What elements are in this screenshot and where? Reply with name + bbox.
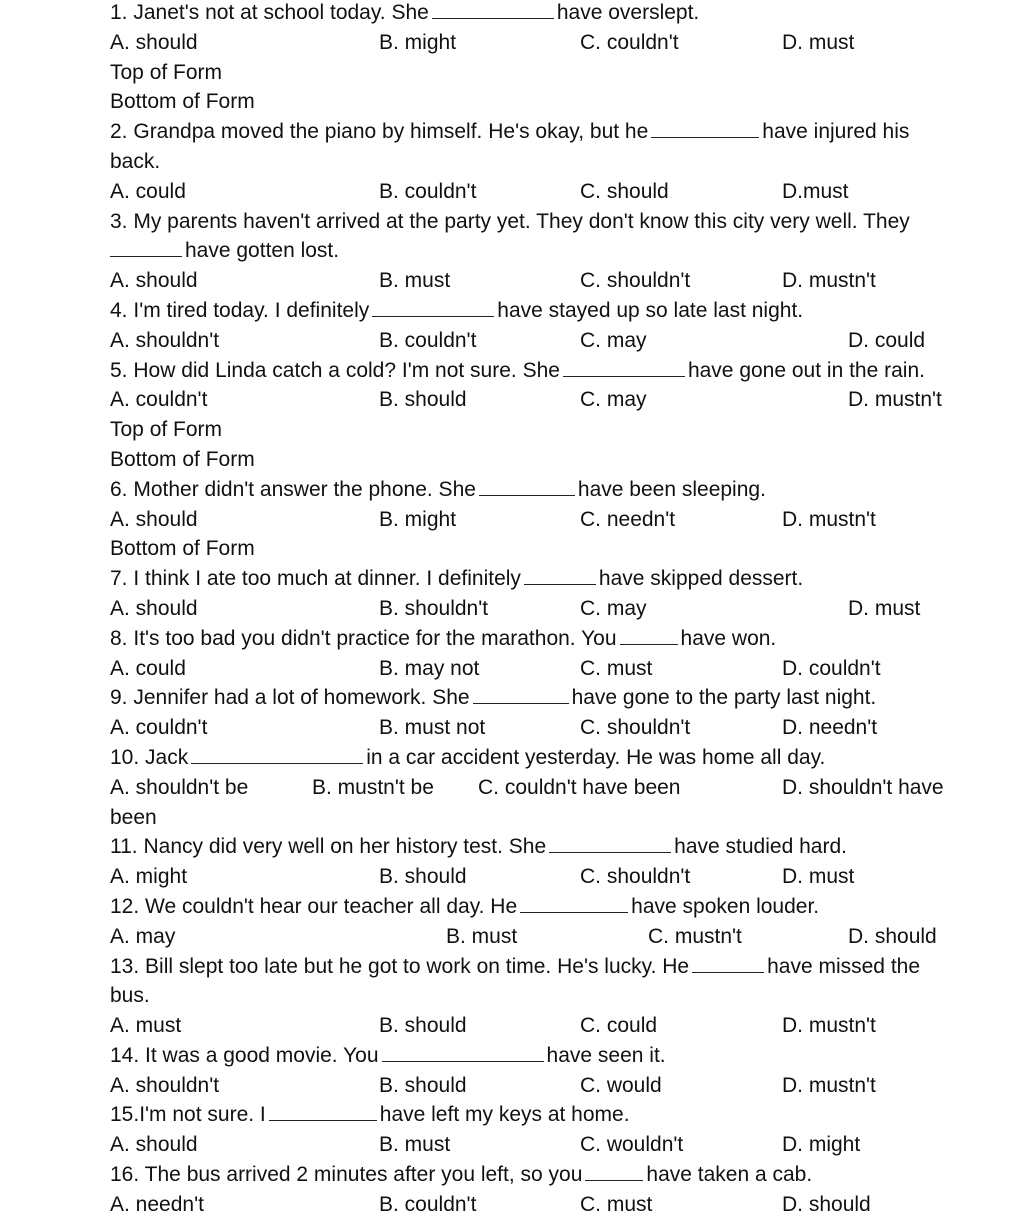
options-12 (110, 922, 1024, 952)
question-tail: have gone out in the rain. (687, 358, 925, 382)
bottom-of-form-marker: Bottom of Form (110, 90, 255, 114)
question-stem: I'm tired today. I definitely (133, 298, 370, 322)
option-b[interactable]: B. may not (379, 656, 480, 680)
option-c[interactable]: C. needn't (580, 507, 676, 531)
option-c[interactable]: C. shouldn't (580, 865, 691, 889)
option-b[interactable]: B. should (379, 388, 467, 412)
option-a[interactable]: A. might (110, 865, 188, 889)
option-b[interactable]: B. should (379, 1014, 467, 1038)
option-b[interactable]: B. couldn't (379, 328, 477, 352)
question-stem: We couldn't hear our teacher all day. He (145, 894, 518, 918)
option-c[interactable]: C. should (580, 179, 669, 203)
option-c[interactable]: C. may (580, 388, 647, 412)
question-5 (110, 356, 1024, 386)
question-stem: Janet's not at school today. She (133, 1, 429, 24)
question-stem: Mother didn't answer the phone. She (133, 477, 476, 501)
question-stem: It was a good movie. You (145, 1043, 379, 1067)
question-number: 5. (110, 358, 128, 382)
options-9 (110, 713, 1024, 743)
question-stem: My parents haven't arrived at the party yet. They don't know this city very well. They (133, 209, 910, 233)
answer-blank[interactable] (479, 475, 575, 496)
question-tail: have gone to the party last night. (571, 686, 877, 710)
answer-blank[interactable] (563, 356, 685, 377)
question-stem: I think I ate too much at dinner. I definitely (133, 567, 521, 591)
options-6 (110, 505, 1024, 535)
top-of-form-marker: Top of Form (110, 60, 223, 84)
option-d[interactable]: D. must (782, 865, 855, 889)
option-d[interactable]: D.must (782, 179, 849, 203)
question-16 (110, 1160, 1024, 1190)
question-number: 4. (110, 298, 128, 322)
option-d[interactable]: D. should (782, 1192, 871, 1216)
option-c[interactable]: C. may (580, 328, 647, 352)
answer-blank[interactable] (382, 1041, 544, 1062)
question-number: 16. (110, 1163, 140, 1187)
options-10-continuation: been (110, 805, 157, 829)
question-2 (110, 117, 1024, 147)
question-3 (110, 207, 1024, 237)
option-d[interactable]: D. mustn't (782, 507, 876, 531)
question-stem: Grandpa moved the piano by himself. He's okay, but he (133, 120, 649, 144)
option-b[interactable]: B. should (379, 865, 467, 889)
option-a[interactable]: A. needn't (110, 1192, 204, 1216)
option-c[interactable]: C. mustn't (648, 924, 742, 948)
question-tail: have studied hard. (674, 835, 847, 859)
question-8 (110, 624, 1024, 654)
question-number: 3. (110, 209, 128, 233)
answer-blank[interactable] (372, 296, 494, 317)
question-tail: have stayed up so late last night. (497, 298, 804, 322)
option-d[interactable]: D. couldn't (782, 656, 881, 680)
answer-blank[interactable] (191, 743, 363, 764)
question-number: 1. (110, 1, 128, 24)
question-number: 8. (110, 626, 128, 650)
question-number: 10. (110, 745, 140, 769)
option-d[interactable]: D. must (782, 30, 855, 54)
answer-blank[interactable] (692, 952, 764, 973)
option-a[interactable]: A. couldn't (110, 716, 208, 740)
question-14 (110, 1041, 1024, 1071)
options-10 (110, 773, 1024, 803)
question-stem: I'm not sure. I (139, 1103, 266, 1127)
option-b[interactable]: B. must (379, 1133, 451, 1157)
question-number: 15. (110, 1103, 140, 1127)
option-b[interactable]: B. must (446, 924, 518, 948)
option-a[interactable]: A. could (110, 656, 186, 680)
option-c[interactable]: C. couldn't have been (478, 775, 681, 799)
question-stem: Bill slept too late but he got to work on time. He's lucky. He (145, 954, 690, 978)
option-d[interactable]: D. mustn't (782, 1073, 876, 1097)
answer-blank[interactable] (651, 117, 759, 138)
question-number: 11. (110, 835, 138, 859)
question-number: 13. (110, 954, 140, 978)
question-stem: How did Linda catch a cold? I'm not sure. She (133, 358, 560, 382)
options-8 (110, 654, 1024, 684)
answer-blank[interactable] (524, 564, 596, 585)
question-tail: have gotten lost. (185, 239, 340, 263)
option-c[interactable]: C. couldn't (580, 30, 679, 54)
question-10 (110, 743, 1024, 773)
answer-blank[interactable] (585, 1160, 643, 1181)
option-b[interactable]: B. couldn't (379, 1192, 477, 1216)
answer-blank[interactable] (549, 832, 671, 853)
option-b[interactable]: B. might (379, 30, 457, 54)
option-d[interactable]: D. could (848, 328, 926, 352)
option-d[interactable]: D. might (782, 1133, 861, 1157)
option-a[interactable]: A. shouldn't (110, 1073, 220, 1097)
option-c[interactable]: C. would (580, 1073, 662, 1097)
question-tail: have missed the (767, 954, 921, 978)
question-11 (110, 832, 1024, 862)
option-b[interactable]: B. might (379, 507, 457, 531)
question-number: 7. (110, 567, 128, 591)
question-stem: Nancy did very well on her history test. She (143, 835, 547, 859)
option-b[interactable]: B. mustn't be (312, 775, 434, 799)
options-11 (110, 862, 1024, 892)
options-15 (110, 1130, 1024, 1160)
option-c[interactable]: C. may (580, 596, 647, 620)
question-tail: have taken a cab. (646, 1163, 813, 1187)
option-a[interactable]: A. shouldn't be (110, 775, 249, 799)
answer-blank[interactable] (432, 0, 554, 19)
answer-blank[interactable] (520, 892, 628, 913)
option-a[interactable]: A. shouldn't (110, 328, 220, 352)
question-9 (110, 683, 1024, 713)
question-tail: have left my keys at home. (379, 1103, 630, 1127)
option-c[interactable]: C. could (580, 1014, 658, 1038)
question-tail: have won. (680, 626, 777, 650)
option-c[interactable]: C. shouldn't (580, 269, 691, 293)
question-number: 9. (110, 686, 128, 710)
answer-blank[interactable] (110, 236, 182, 257)
question-12 (110, 892, 1024, 922)
question-stem: The bus arrived 2 minutes after you left, so you (144, 1163, 583, 1187)
bottom-of-form-marker: Bottom of Form (110, 537, 255, 561)
question-6 (110, 475, 1024, 505)
option-c[interactable]: C. wouldn't (580, 1133, 684, 1157)
question-tail: have been sleeping. (577, 477, 766, 501)
question-tail: have overslept. (556, 1, 700, 24)
question-13 (110, 952, 1024, 982)
option-a[interactable]: A. couldn't (110, 388, 208, 412)
question-number: 2. (110, 120, 128, 144)
question-number: 14. (110, 1043, 140, 1067)
top-of-form-marker: Top of Form (110, 418, 223, 442)
option-d[interactable]: D. mustn't (782, 269, 876, 293)
question-tail: have injured his (762, 120, 910, 144)
option-a[interactable]: A. could (110, 179, 186, 203)
question-tail: have spoken louder. (631, 894, 820, 918)
option-d[interactable]: D. shouldn't have (782, 775, 944, 799)
option-c[interactable]: C. must (580, 656, 653, 680)
question-3-continuation (110, 236, 1024, 266)
option-a[interactable]: A. should (110, 269, 198, 293)
options-1 (110, 28, 1024, 58)
answer-blank[interactable] (620, 624, 678, 645)
option-b[interactable]: B. must not (379, 716, 486, 740)
option-b[interactable]: B. couldn't (379, 179, 477, 203)
option-d[interactable]: D. should (848, 924, 937, 948)
option-b[interactable]: B. shouldn't (379, 596, 489, 620)
question-number: 12. (110, 894, 140, 918)
option-a[interactable]: A. should (110, 596, 198, 620)
question-number: 6. (110, 477, 128, 501)
question-13-continuation: bus. (110, 984, 150, 1008)
question-stem: Jack (145, 745, 189, 769)
option-b[interactable]: B. must (379, 269, 451, 293)
options-5 (110, 385, 1024, 415)
question-2-continuation: back. (110, 149, 161, 173)
option-d[interactable]: D. must (848, 596, 921, 620)
option-a[interactable]: A. should (110, 507, 198, 531)
option-b[interactable]: B. should (379, 1073, 467, 1097)
question-1 (110, 0, 1024, 28)
answer-blank[interactable] (269, 1100, 377, 1121)
answer-blank[interactable] (473, 683, 569, 704)
option-a[interactable]: A. must (110, 1014, 182, 1038)
question-stem: It's too bad you didn't practice for the marathon. You (133, 626, 617, 650)
option-c[interactable]: C. must (580, 1192, 653, 1216)
options-7 (110, 594, 1024, 624)
option-a[interactable]: A. may (110, 924, 176, 948)
question-tail: have seen it. (546, 1043, 666, 1067)
option-a[interactable]: A. should (110, 1133, 198, 1157)
option-d[interactable]: D. mustn't (848, 388, 942, 412)
question-tail: in a car accident yesterday. He was home all day. (366, 745, 826, 769)
options-3 (110, 266, 1024, 296)
option-d[interactable]: D. needn't (782, 716, 878, 740)
question-7 (110, 564, 1024, 594)
option-c[interactable]: C. shouldn't (580, 716, 691, 740)
options-2 (110, 177, 1024, 207)
options-4 (110, 326, 1024, 356)
option-d[interactable]: D. mustn't (782, 1014, 876, 1038)
options-13 (110, 1011, 1024, 1041)
question-tail: have skipped dessert. (598, 567, 804, 591)
options-16 (110, 1190, 1024, 1220)
option-a[interactable]: A. should (110, 30, 198, 54)
question-15 (110, 1100, 1024, 1130)
options-14 (110, 1071, 1024, 1101)
question-stem: Jennifer had a lot of homework. She (133, 686, 470, 710)
bottom-of-form-marker: Bottom of Form (110, 447, 255, 471)
question-4 (110, 296, 1024, 326)
